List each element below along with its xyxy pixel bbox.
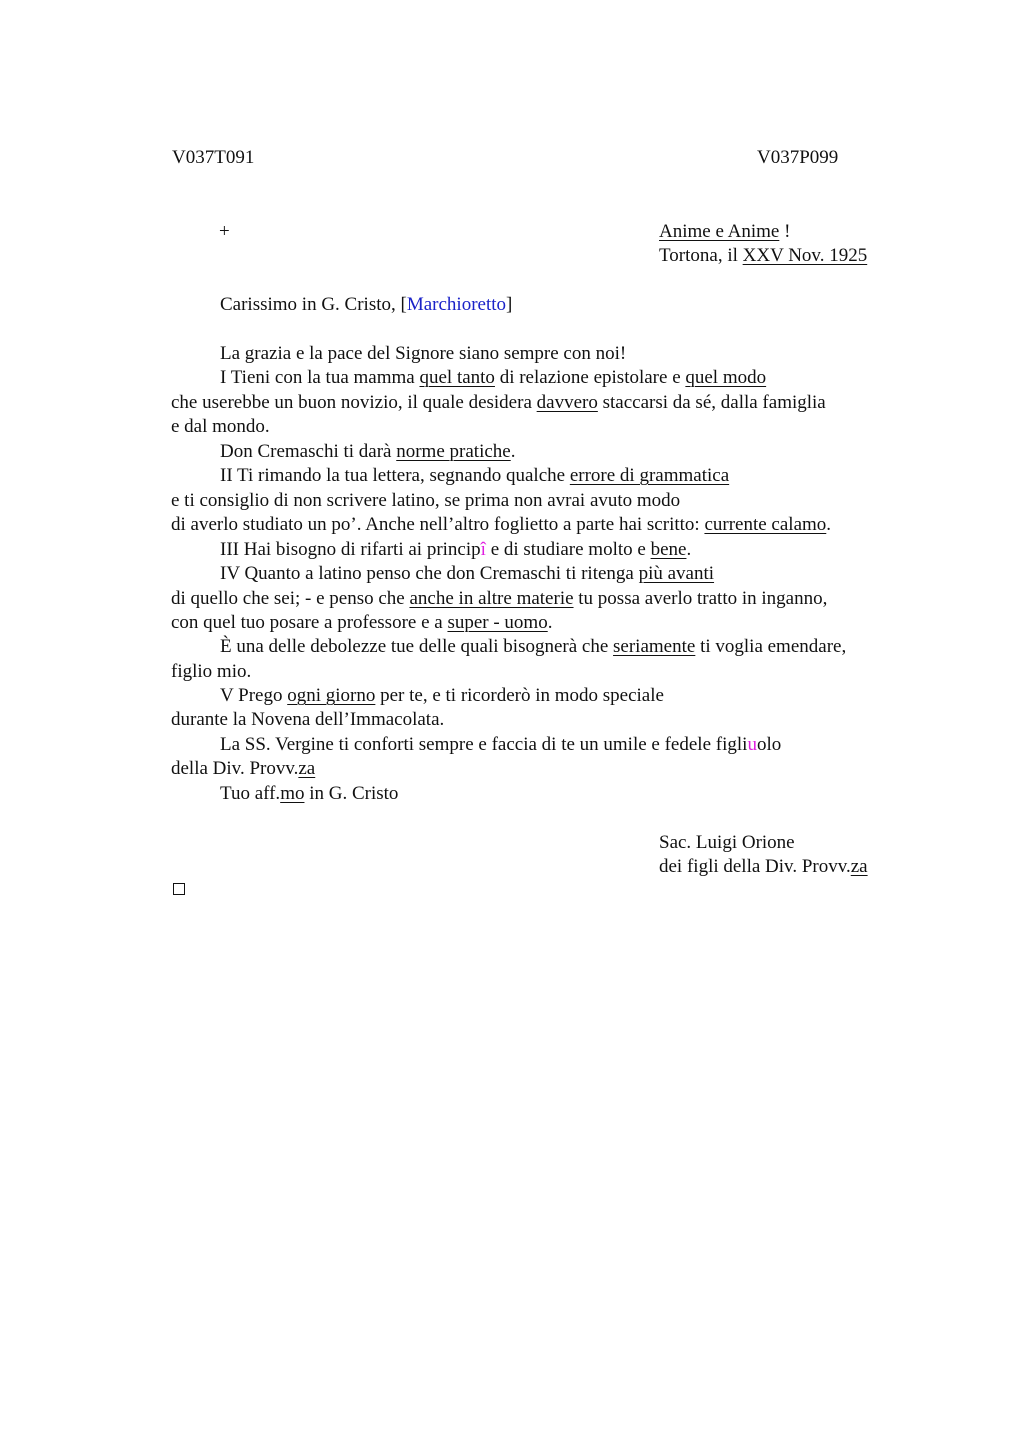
text-run: IV Quanto a latino penso che don Cremaschi ti ritenga	[220, 563, 639, 584]
text-run: .	[826, 514, 832, 535]
underlined-run: più avanti	[638, 563, 715, 584]
paragraph-4	[220, 538, 691, 562]
motto	[659, 220, 790, 244]
recipient-name: Marchioretto	[406, 294, 507, 315]
underlined-run: currente calamo	[704, 514, 827, 535]
paragraph-1-line-1	[220, 366, 766, 390]
paragraph-3-line-1	[220, 464, 729, 488]
underlined-run: super - uomo	[447, 612, 548, 633]
text-run: III Hai bisogno di rifarti ai princip	[220, 539, 481, 560]
text-run: V Prego	[220, 685, 288, 706]
cross-mark: +	[219, 221, 230, 242]
underlined-run: errore di grammatica	[569, 465, 730, 486]
text-run: di relazione epistolare e	[494, 367, 686, 388]
paragraph-1-line-2	[171, 391, 826, 415]
paragraph-7-line-2: durante la Novena dell’Immacolata.	[171, 709, 445, 730]
end-square-mark	[173, 883, 185, 895]
underlined-run: norme pratiche	[396, 441, 511, 462]
underlined-run: ogni giorno	[287, 685, 376, 706]
paragraph-7-line-1	[220, 684, 664, 708]
paragraph-2	[220, 440, 515, 464]
text-run: con quel tuo posare a professore e a	[171, 612, 448, 633]
text-run: olo	[756, 734, 782, 755]
paragraph-5-line-1	[220, 562, 714, 586]
text-run: È una delle debolezze tue delle quali bisognerà che	[220, 636, 614, 657]
paragraph-5-line-3	[171, 611, 552, 635]
signature-title	[659, 855, 868, 879]
paragraph-3-line-2: e ti consiglio di non scrivere latino, se prima non avrai avuto modo	[171, 490, 681, 511]
paragraph-1-line-3: e dal mondo.	[171, 416, 270, 437]
header-left-code: V037T091	[172, 147, 255, 168]
underlined-run: quel modo	[685, 367, 767, 388]
text-run: e di studiare molto e	[485, 539, 651, 560]
underlined-run: quel tanto	[419, 367, 495, 388]
salutation-text: Carissimo in G. Cristo, [	[220, 294, 407, 315]
underlined-run: bene	[650, 539, 687, 560]
underlined-run: mo	[280, 783, 305, 804]
paragraph-5-line-2	[171, 587, 827, 611]
underlined-run: davvero	[536, 392, 598, 413]
correction-mark: u	[747, 734, 757, 755]
underlined-run: seriamente	[613, 636, 696, 657]
text-run: .	[686, 539, 692, 560]
header-right-code: V037P099	[757, 147, 839, 168]
paragraph-6-line-1	[220, 635, 846, 659]
text-run: tu possa averlo tratto in inganno,	[573, 588, 828, 609]
text-run: di averlo studiato un po’. Anche nell’altro foglietto a parte hai scritto:	[171, 514, 705, 535]
paragraph-3-line-3	[171, 513, 831, 537]
text-run: che userebbe un buon novizio, il quale desidera	[171, 392, 537, 413]
text-run: I Tieni con la tua mamma	[220, 367, 420, 388]
greeting: La grazia e la pace del Signore siano sempre con noi!	[220, 343, 627, 364]
text-run: dei figli della Div. Provv.	[659, 856, 851, 877]
text-run: staccarsi da sé, dalla famiglia	[597, 392, 826, 413]
underlined-run: za	[850, 856, 868, 877]
paragraph-6-line-2: figlio mio.	[171, 661, 252, 682]
salutation	[220, 293, 512, 317]
text-run: ti voglia emendare,	[695, 636, 847, 657]
signature-name: Sac. Luigi Orione	[659, 832, 795, 853]
underlined-run: za	[298, 758, 316, 779]
text-run: per te, e ti ricorderò in modo speciale	[375, 685, 664, 706]
text-run: .	[547, 612, 553, 633]
text-run: Don Cremaschi ti darà	[220, 441, 397, 462]
text-run: Tuo aff.	[220, 783, 281, 804]
dateline	[659, 244, 867, 268]
motto-text: Anime e Anime	[659, 221, 780, 242]
text-run: II Ti rimando la tua lettera, segnando qualche	[220, 465, 570, 486]
paragraph-8-line-1	[220, 733, 781, 757]
correction-mark: î	[480, 539, 486, 560]
dateline-prefix: Tortona, il	[659, 245, 743, 266]
salutation-close: ]	[506, 294, 513, 315]
underlined-run: anche in altre materie	[409, 588, 574, 609]
text-run: .	[510, 441, 516, 462]
paragraph-8-line-2	[171, 757, 315, 781]
dateline-date: XXV Nov. 1925	[742, 245, 868, 266]
text-run: in G. Cristo	[304, 783, 399, 804]
text-run: La SS. Vergine ti conforti sempre e faccia di te un umile e fedele figli	[220, 734, 748, 755]
motto-bang: !	[779, 221, 791, 242]
closing	[220, 782, 398, 806]
text-run: della Div. Provv.	[171, 758, 299, 779]
text-run: di quello che sei; - e penso che	[171, 588, 410, 609]
